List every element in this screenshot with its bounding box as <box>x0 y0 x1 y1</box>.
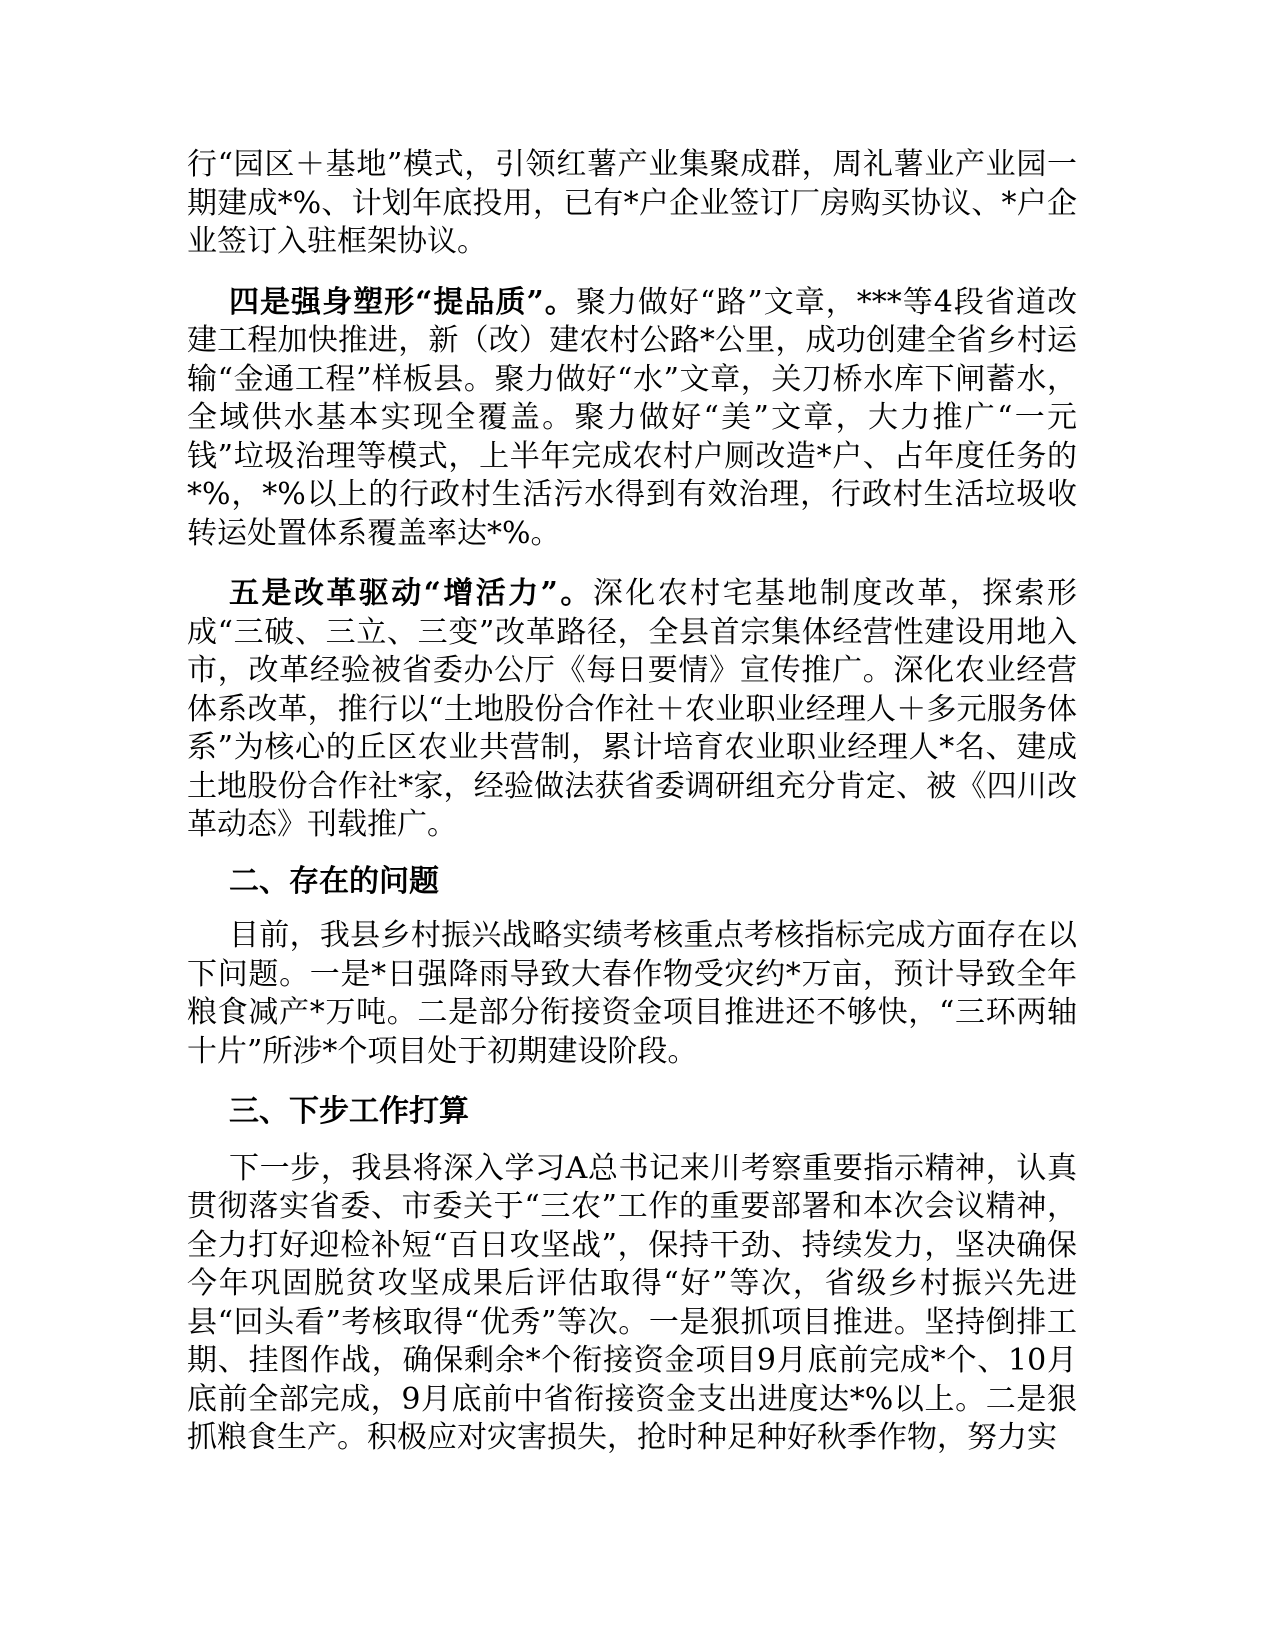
paragraph-park-base: 行“园区＋基地”模式，引领红薯产业集聚成群，周礼薯业产业园一期建成*%、计划年底投用，已有*户企业签订厂房购买协议、*户企业签订入驻框架协议。 <box>187 147 1077 259</box>
document-page <box>187 146 1077 1458</box>
section-heading-problems: 二、存在的问题 <box>229 863 439 899</box>
section-heading-next-steps: 三、下步工作打算 <box>229 1094 469 1129</box>
paragraph-body: 聚力做好“路”文章，***等4段省道改建工程加快推进，新（改）建农村公路*公里，成功创建全省乡村运输“金通工程”样板县。聚力做好“水”文章，关刀桥水库下闸蓄水，全域供水基本实现全覆盖。聚力做好“美”文章，大力推广“一元钱”垃圾治理等模式，上半年完成农村户厕改造*户、占年度任务的*%，*%以上的行政村生活污水得到有效治理，行政村生活垃圾收转运处置体系覆盖率达*%。 <box>187 284 1077 551</box>
paragraph-reform <box>187 575 1077 845</box>
paragraph-lead: 五是改革驱动“增活力”。 <box>229 576 593 611</box>
paragraph-quality <box>187 284 1077 554</box>
paragraph-body: 深化农村宅基地制度改革，探索形成“三破、三立、三变”改革路径，全县首宗集体经营性建设用地入市，改革经验被省委办公厅《每日要情》宣传推广。深化农业经营体系改革，推行以“土地股份合作社＋农业职业经理人＋多元服务体系”为核心的丘区农业共营制，累计培育农业职业经理人*名、建成土地股份合作社*家，经验做法获省委调研组充分肯定、被《四川改革动态》刊载推广。 <box>187 576 1077 842</box>
paragraph-next-steps: 下一步，我县将深入学习A总书记来川考察重要指示精神，认真贯彻落实省委、市委关于“三农”工作的重要部署和本次会议精神，全力打好迎检补短“百日攻坚战”，保持干劲、持续发力，坚决确保今年巩固脱贫攻坚成果后评估取得“好”等次，省级乡村振兴先进县“回头看”考核取得“优秀”等次。一是狠抓项目推进。坚持倒排工期、挂图作战，确保剩余*个衔接资金项目9月底前完成*个、10月底前全部完成，9月底前中省衔接资金支出进度达*%以上。二是狠抓粮食生产。积极应对灾害损失，抢时种足种好秋季作物，努力实 <box>187 1150 1077 1455</box>
paragraph-problems: 目前，我县乡村振兴战略实绩考核重点考核指标完成方面存在以下问题。一是*日强降雨导致大春作物受灾约*万亩，预计导致全年粮食减产*万吨。二是部分衔接资金项目推进还不够快，“三环两轴十片”所涉*个项目处于初期建设阶段。 <box>187 918 1077 1069</box>
paragraph-lead: 四是强身塑形“提品质”。 <box>229 284 576 320</box>
